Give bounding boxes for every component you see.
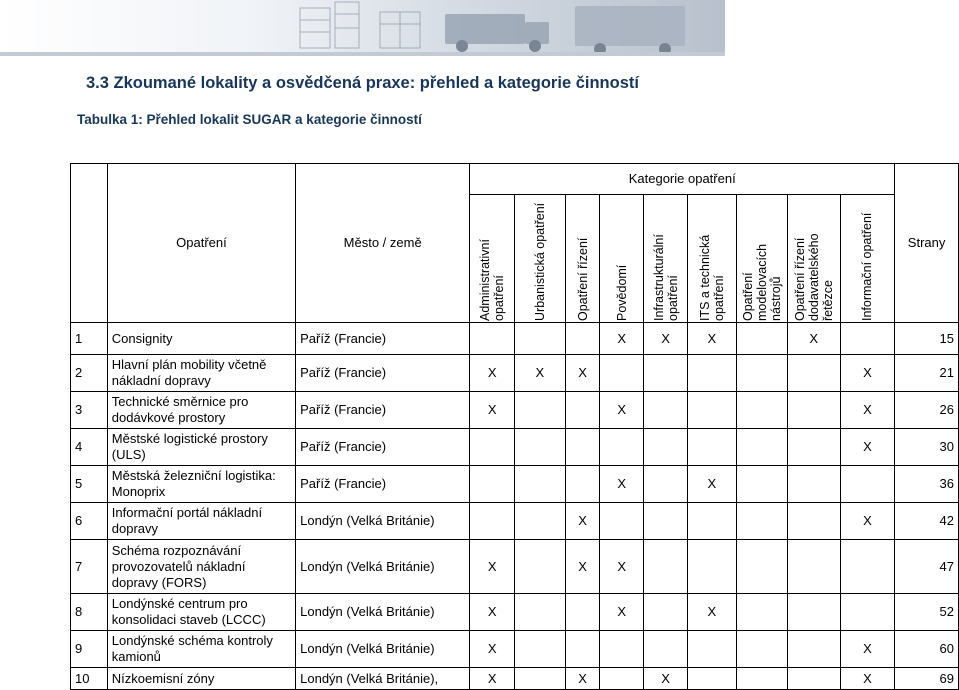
category-mark [736, 323, 787, 355]
header-kategorie: Kategorie opatření [470, 164, 895, 195]
category-mark [600, 355, 644, 392]
category-mark [787, 668, 840, 690]
category-mark [515, 503, 566, 540]
category-mark [565, 466, 600, 503]
row-measure-name: Technické směrnice pro dodávkové prostory [107, 392, 295, 429]
category-label: Urbanistická opatření [532, 202, 547, 321]
category-mark [565, 631, 600, 668]
row-measure-name: Nízkoemisní zóny [107, 668, 295, 690]
category-mark: X [470, 392, 515, 429]
category-mark: X [644, 323, 688, 355]
header-strany: Strany [895, 164, 959, 323]
category-header [840, 195, 894, 323]
table-caption: Tabulka 1: Přehled lokalit SUGAR a kategorie činností [77, 112, 422, 127]
category-mark [565, 323, 600, 355]
row-number: 4 [71, 429, 108, 466]
category-mark: X [470, 631, 515, 668]
category-mark [687, 392, 736, 429]
category-mark [687, 540, 736, 594]
category-mark [787, 355, 840, 392]
category-mark: X [600, 540, 644, 594]
category-mark [840, 323, 894, 355]
row-pages: 52 [895, 594, 959, 631]
category-label: Opatření řízení [575, 237, 590, 321]
category-mark: X [840, 392, 894, 429]
category-mark [736, 466, 787, 503]
row-measure-name: Londýnské schéma kontroly kamionů [107, 631, 295, 668]
row-number: 2 [71, 355, 108, 392]
category-mark [787, 392, 840, 429]
table-row [71, 392, 959, 429]
row-measure-name: Hlavní plán mobility včetně nákladní dopravy [107, 355, 295, 392]
category-mark: X [470, 594, 515, 631]
category-mark: X [600, 392, 644, 429]
category-mark [687, 503, 736, 540]
category-mark [565, 429, 600, 466]
section-heading: 3.3 Zkoumané lokality a osvědčená praxe: přehled a kategorie činností [86, 74, 639, 92]
row-city: Londýn (Velká Británie) [296, 540, 470, 594]
row-measure-name: Informační portál nákladní dopravy [107, 503, 295, 540]
category-mark [470, 429, 515, 466]
category-mark: X [840, 503, 894, 540]
category-header [644, 195, 688, 323]
category-mark [515, 631, 566, 668]
category-mark: X [600, 466, 644, 503]
row-number: 8 [71, 594, 108, 631]
category-mark [736, 429, 787, 466]
header-banner-image [0, 0, 725, 56]
category-mark [515, 466, 566, 503]
category-mark [515, 392, 566, 429]
category-mark [644, 429, 688, 466]
category-mark [787, 429, 840, 466]
category-mark [840, 594, 894, 631]
category-mark [736, 594, 787, 631]
category-mark [600, 668, 644, 690]
row-number: 10 [71, 668, 108, 690]
category-mark [470, 503, 515, 540]
category-mark [600, 429, 644, 466]
row-pages: 21 [895, 355, 959, 392]
category-mark [687, 429, 736, 466]
row-city: Londýn (Velká Británie) [296, 594, 470, 631]
table-row [71, 429, 959, 466]
row-city: Paříž (Francie) [296, 429, 470, 466]
category-header [687, 195, 736, 323]
category-label: Administrativní opatření [478, 238, 507, 321]
row-measure-name: Schéma rozpoznávání provozovatelů nákladní dopravy (FORS) [107, 540, 295, 594]
category-mark: X [687, 323, 736, 355]
category-label: Infrastrukturální opatření [651, 233, 680, 321]
category-mark [787, 540, 840, 594]
category-mark [687, 355, 736, 392]
row-number: 7 [71, 540, 108, 594]
table-row [71, 355, 959, 392]
row-city: Paříž (Francie) [296, 323, 470, 355]
row-pages: 69 [895, 668, 959, 690]
row-pages: 36 [895, 466, 959, 503]
category-mark: X [840, 631, 894, 668]
category-mark [644, 540, 688, 594]
category-mark [515, 323, 566, 355]
row-measure-name: Londýnské centrum pro konsolidaci staveb (LCCC) [107, 594, 295, 631]
category-mark [470, 323, 515, 355]
category-mark: X [565, 668, 600, 690]
row-measure-name: Consignity [107, 323, 295, 355]
category-mark [470, 466, 515, 503]
row-number: 5 [71, 466, 108, 503]
row-city: Paříž (Francie) [296, 392, 470, 429]
city-truck-graphic [0, 0, 725, 56]
row-pages: 30 [895, 429, 959, 466]
header-opatreni-num [71, 164, 108, 323]
category-mark [600, 631, 644, 668]
category-mark [840, 540, 894, 594]
row-pages: 15 [895, 323, 959, 355]
table-row [71, 503, 959, 540]
category-mark [644, 355, 688, 392]
category-mark [736, 503, 787, 540]
category-mark [787, 631, 840, 668]
category-mark [565, 392, 600, 429]
category-label: Opatření řízení dodavatelského řetězce [792, 232, 835, 321]
category-mark [736, 392, 787, 429]
category-mark: X [565, 503, 600, 540]
category-mark [644, 594, 688, 631]
row-city: Paříž (Francie) [296, 355, 470, 392]
row-city: Londýn (Velká Británie) [296, 631, 470, 668]
category-mark [644, 466, 688, 503]
header-opatreni: Opatření [107, 164, 295, 323]
category-header [787, 195, 840, 323]
category-label: Povědomí [614, 264, 629, 321]
category-mark [787, 503, 840, 540]
category-mark: X [515, 355, 566, 392]
sites-categories-table [70, 163, 959, 690]
category-mark [565, 594, 600, 631]
category-mark [687, 668, 736, 690]
row-city: Londýn (Velká Británie) [296, 503, 470, 540]
category-mark [515, 540, 566, 594]
category-mark: X [787, 323, 840, 355]
category-mark: X [840, 429, 894, 466]
category-mark: X [470, 540, 515, 594]
category-mark [600, 503, 644, 540]
table-row [71, 540, 959, 594]
category-mark [736, 668, 787, 690]
table-row [71, 594, 959, 631]
category-mark [736, 540, 787, 594]
category-header [565, 195, 600, 323]
category-mark [787, 466, 840, 503]
table-body [71, 323, 959, 690]
category-mark [736, 355, 787, 392]
row-pages: 42 [895, 503, 959, 540]
category-mark [787, 594, 840, 631]
table-row [71, 466, 959, 503]
row-pages: 26 [895, 392, 959, 429]
category-mark: X [840, 355, 894, 392]
category-mark [840, 466, 894, 503]
category-mark [687, 631, 736, 668]
category-mark: X [644, 668, 688, 690]
category-header [736, 195, 787, 323]
category-mark: X [565, 540, 600, 594]
category-mark: X [687, 466, 736, 503]
category-header [470, 195, 515, 323]
category-mark [644, 503, 688, 540]
row-number: 1 [71, 323, 108, 355]
category-mark: X [470, 355, 515, 392]
category-label: Informační opatření [860, 212, 875, 321]
header-mesto: Město / země [296, 164, 470, 323]
category-label: ITS a technická opatření [697, 234, 726, 321]
category-header [600, 195, 644, 323]
category-label: Opatření modelovacích nástrojů [740, 243, 783, 321]
row-measure-name: Městská železniční logistika: Monoprix [107, 466, 295, 503]
category-mark: X [470, 668, 515, 690]
row-number: 9 [71, 631, 108, 668]
category-mark: X [687, 594, 736, 631]
category-mark: X [600, 594, 644, 631]
row-measure-name: Městské logistické prostory (ULS) [107, 429, 295, 466]
category-mark [644, 631, 688, 668]
category-mark: X [600, 323, 644, 355]
category-mark: X [840, 668, 894, 690]
category-mark [644, 392, 688, 429]
category-mark [515, 594, 566, 631]
row-city: Londýn (Velká Británie), [296, 668, 470, 690]
row-number: 3 [71, 392, 108, 429]
row-pages: 60 [895, 631, 959, 668]
category-mark: X [565, 355, 600, 392]
category-mark [515, 668, 566, 690]
category-mark [736, 631, 787, 668]
table-row [71, 668, 959, 690]
category-header [515, 195, 566, 323]
row-number: 6 [71, 503, 108, 540]
table-header-row-1 [71, 164, 959, 195]
table-row [71, 323, 959, 355]
category-mark [515, 429, 566, 466]
row-city: Paříž (Francie) [296, 466, 470, 503]
row-pages: 47 [895, 540, 959, 594]
table-row [71, 631, 959, 668]
